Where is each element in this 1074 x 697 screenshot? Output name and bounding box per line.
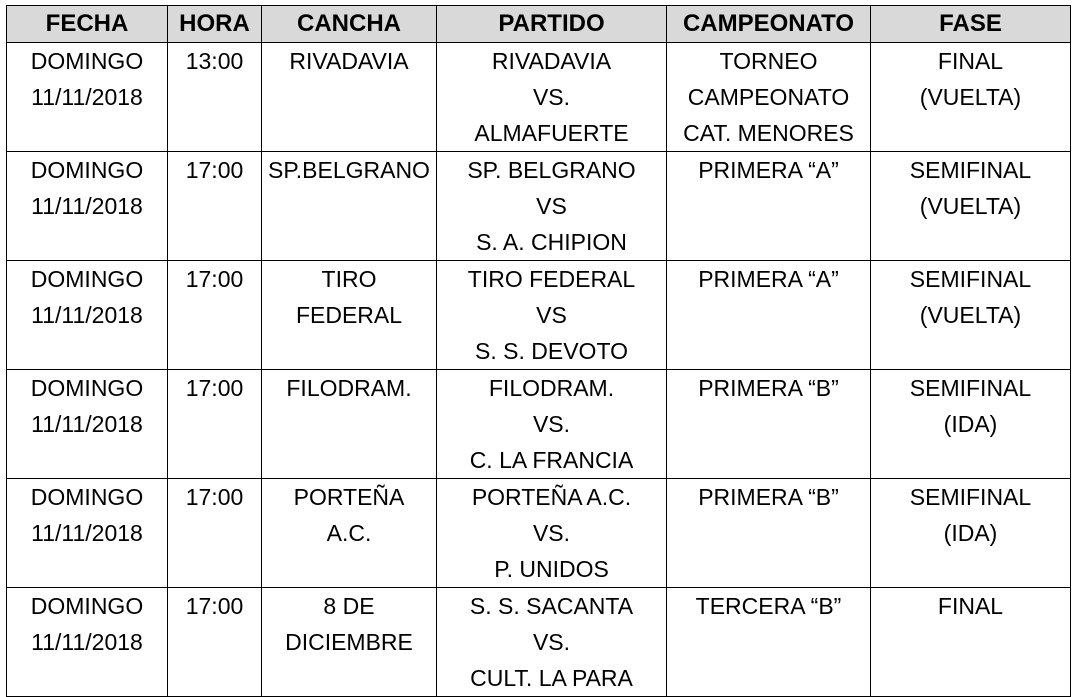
fecha-text: DOMINGO <box>30 157 144 183</box>
hora-text: 17:00 <box>185 593 244 619</box>
fecha-text: DOMINGO <box>30 593 144 619</box>
partido-text: VS. <box>532 411 571 437</box>
fecha-cell <box>7 43 168 152</box>
partido-text: VS. <box>532 84 571 110</box>
partido-cell <box>437 152 667 261</box>
campeonato-cell <box>667 261 871 370</box>
fase-text: (VUELTA) <box>919 193 1022 219</box>
cancha-cell <box>262 43 437 152</box>
partido-text: P. UNIDOS <box>494 556 609 582</box>
table-row <box>7 479 1071 588</box>
header-fecha: FECHA <box>7 6 168 43</box>
partido-text: VS. <box>532 520 571 546</box>
partido-text: CULT. LA PARA <box>470 665 633 691</box>
hora-cell <box>168 43 262 152</box>
partido-text: ALMAFUERTE <box>474 120 629 146</box>
partido-text: VS. <box>532 629 571 655</box>
fase-cell <box>871 43 1071 152</box>
fecha-text: 11/11/2018 <box>31 193 143 219</box>
campeonato-text: CAT. MENORES <box>683 120 854 146</box>
fecha-text: DOMINGO <box>30 375 144 401</box>
fecha-text: 11/11/2018 <box>31 84 143 110</box>
campeonato-text: TERCERA “B” <box>695 593 842 619</box>
header-cancha: CANCHA <box>262 6 437 43</box>
cancha-text: A.C. <box>326 520 372 546</box>
hora-cell <box>168 588 262 697</box>
fecha-text: DOMINGO <box>30 266 144 292</box>
cancha-cell <box>262 152 437 261</box>
schedule-table <box>6 5 1071 697</box>
fase-cell <box>871 479 1071 588</box>
campeonato-cell <box>667 370 871 479</box>
partido-text: PORTEÑA A.C. <box>471 484 632 510</box>
cancha-text: DICIEMBRE <box>285 629 413 655</box>
table-row <box>7 588 1071 697</box>
table-row <box>7 370 1071 479</box>
fase-text: SEMIFINAL <box>909 266 1032 292</box>
partido-cell <box>437 479 667 588</box>
fase-text: (VUELTA) <box>919 84 1022 110</box>
partido-text: SP. BELGRANO <box>467 157 636 183</box>
fecha-text: 11/11/2018 <box>31 520 143 546</box>
fase-text: SEMIFINAL <box>909 157 1032 183</box>
partido-text: RIVADAVIA <box>491 48 612 74</box>
fase-cell <box>871 588 1071 697</box>
partido-text: S. A. CHIPION <box>476 229 627 255</box>
hora-cell <box>168 479 262 588</box>
fecha-cell <box>7 479 168 588</box>
cancha-text: FEDERAL <box>295 302 403 328</box>
cancha-cell <box>262 261 437 370</box>
partido-text: VS <box>536 302 567 328</box>
partido-text: S. S. DEVOTO <box>475 338 628 364</box>
partido-text: S. S. SACANTA <box>469 593 634 619</box>
fase-cell <box>871 370 1071 479</box>
fase-text: SEMIFINAL <box>909 484 1032 510</box>
cancha-text: RIVADAVIA <box>289 48 409 74</box>
fase-text: FINAL <box>937 593 1004 619</box>
fase-text: (IDA) <box>943 520 998 546</box>
campeonato-text: PRIMERA “B” <box>698 375 839 401</box>
campeonato-text: PRIMERA “B” <box>698 484 839 510</box>
fase-cell <box>871 261 1071 370</box>
table-body <box>7 43 1071 697</box>
cancha-cell <box>262 479 437 588</box>
hora-text: 17:00 <box>185 266 244 292</box>
campeonato-cell <box>667 43 871 152</box>
header-hora: HORA <box>168 6 262 43</box>
fecha-cell <box>7 588 168 697</box>
fase-text: FINAL <box>937 48 1004 74</box>
fecha-text: DOMINGO <box>30 484 144 510</box>
campeonato-cell <box>667 479 871 588</box>
cancha-cell <box>262 370 437 479</box>
campeonato-cell <box>667 588 871 697</box>
campeonato-text: TORNEO <box>719 48 818 74</box>
fecha-text: 11/11/2018 <box>31 411 143 437</box>
cancha-text: FILODRAM. <box>286 375 412 401</box>
partido-text: FILODRAM. <box>488 375 615 401</box>
table-row <box>7 152 1071 261</box>
campeonato-text: PRIMERA “A” <box>698 266 839 292</box>
fecha-text: DOMINGO <box>30 48 144 74</box>
hora-cell <box>168 152 262 261</box>
hora-text: 17:00 <box>185 375 244 401</box>
hora-text: 13:00 <box>185 48 244 74</box>
hora-cell <box>168 261 262 370</box>
hora-text: 17:00 <box>185 157 244 183</box>
cancha-text: TIRO <box>321 266 377 292</box>
partido-text: VS <box>536 193 567 219</box>
cancha-text: PORTEÑA <box>293 484 405 510</box>
cancha-text: SP.BELGRANO <box>268 157 430 183</box>
cancha-text: 8 DE <box>323 593 375 619</box>
hora-text: 17:00 <box>185 484 244 510</box>
header-row <box>7 6 1071 43</box>
fase-text: (VUELTA) <box>919 302 1022 328</box>
header-campeonato: CAMPEONATO <box>667 6 871 43</box>
partido-text: C. LA FRANCIA <box>469 447 634 473</box>
campeonato-text: PRIMERA “A” <box>698 157 839 183</box>
table-row <box>7 261 1071 370</box>
table-row <box>7 43 1071 152</box>
partido-cell <box>437 370 667 479</box>
fecha-cell <box>7 370 168 479</box>
fase-cell <box>871 152 1071 261</box>
fecha-text: 11/11/2018 <box>31 302 143 328</box>
fase-text: (IDA) <box>943 411 998 437</box>
fecha-cell <box>7 152 168 261</box>
partido-text: TIRO FEDERAL <box>467 266 636 292</box>
header-partido: PARTIDO <box>437 6 667 43</box>
partido-cell <box>437 588 667 697</box>
campeonato-text: CAMPEONATO <box>687 84 850 110</box>
fase-text: SEMIFINAL <box>909 375 1032 401</box>
hora-cell <box>168 370 262 479</box>
fecha-text: 11/11/2018 <box>31 629 143 655</box>
header-fase: FASE <box>871 6 1071 43</box>
campeonato-cell <box>667 152 871 261</box>
fecha-cell <box>7 261 168 370</box>
partido-cell <box>437 261 667 370</box>
cancha-cell <box>262 588 437 697</box>
partido-cell <box>437 43 667 152</box>
